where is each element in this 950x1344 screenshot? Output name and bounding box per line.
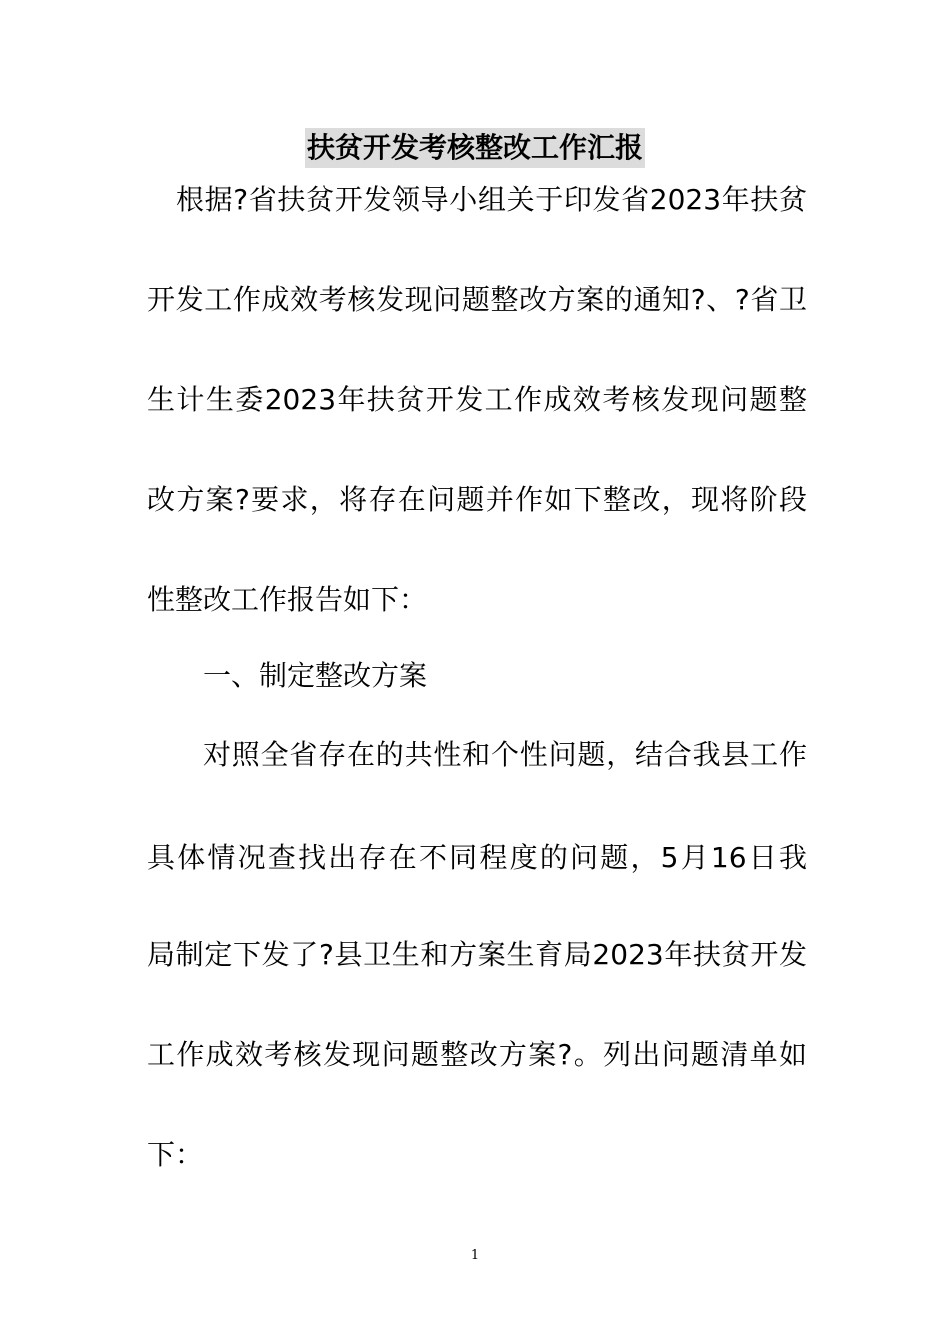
paragraph-line: 生计生委2023年扶贫开发工作成效考核发现问题整 [147, 383, 807, 416]
title-container [0, 128, 950, 168]
document-title: 扶贫开发考核整改工作汇报 [305, 128, 645, 168]
paragraph-line: 性整改工作报告如下： [147, 583, 428, 616]
paragraph-line: 对照全省存在的共性和个性问题，结合我县工作 [203, 738, 807, 771]
paragraph-line: 局制定下发了?县卫生和方案生育局2023年扶贫开发 [147, 938, 807, 971]
paragraph-line: 下： [147, 1138, 204, 1171]
paragraph-line: 改方案?要求，将存在问题并作如下整改，现将阶段 [147, 483, 807, 516]
section-heading: 一、制定整改方案 [203, 659, 428, 692]
paragraph-line: 开发工作成效考核发现问题整改方案的通知?、?省卫 [147, 283, 807, 316]
paragraph-line: 根据?省扶贫开发领导小组关于印发省2023年扶贫 [176, 183, 807, 216]
paragraph-line: 工作成效考核发现问题整改方案?。列出问题清单如 [147, 1038, 807, 1071]
paragraph-line: 具体情况查找出存在不同程度的问题，5月16日我 [147, 841, 807, 874]
page-number: 1 [470, 1248, 480, 1263]
